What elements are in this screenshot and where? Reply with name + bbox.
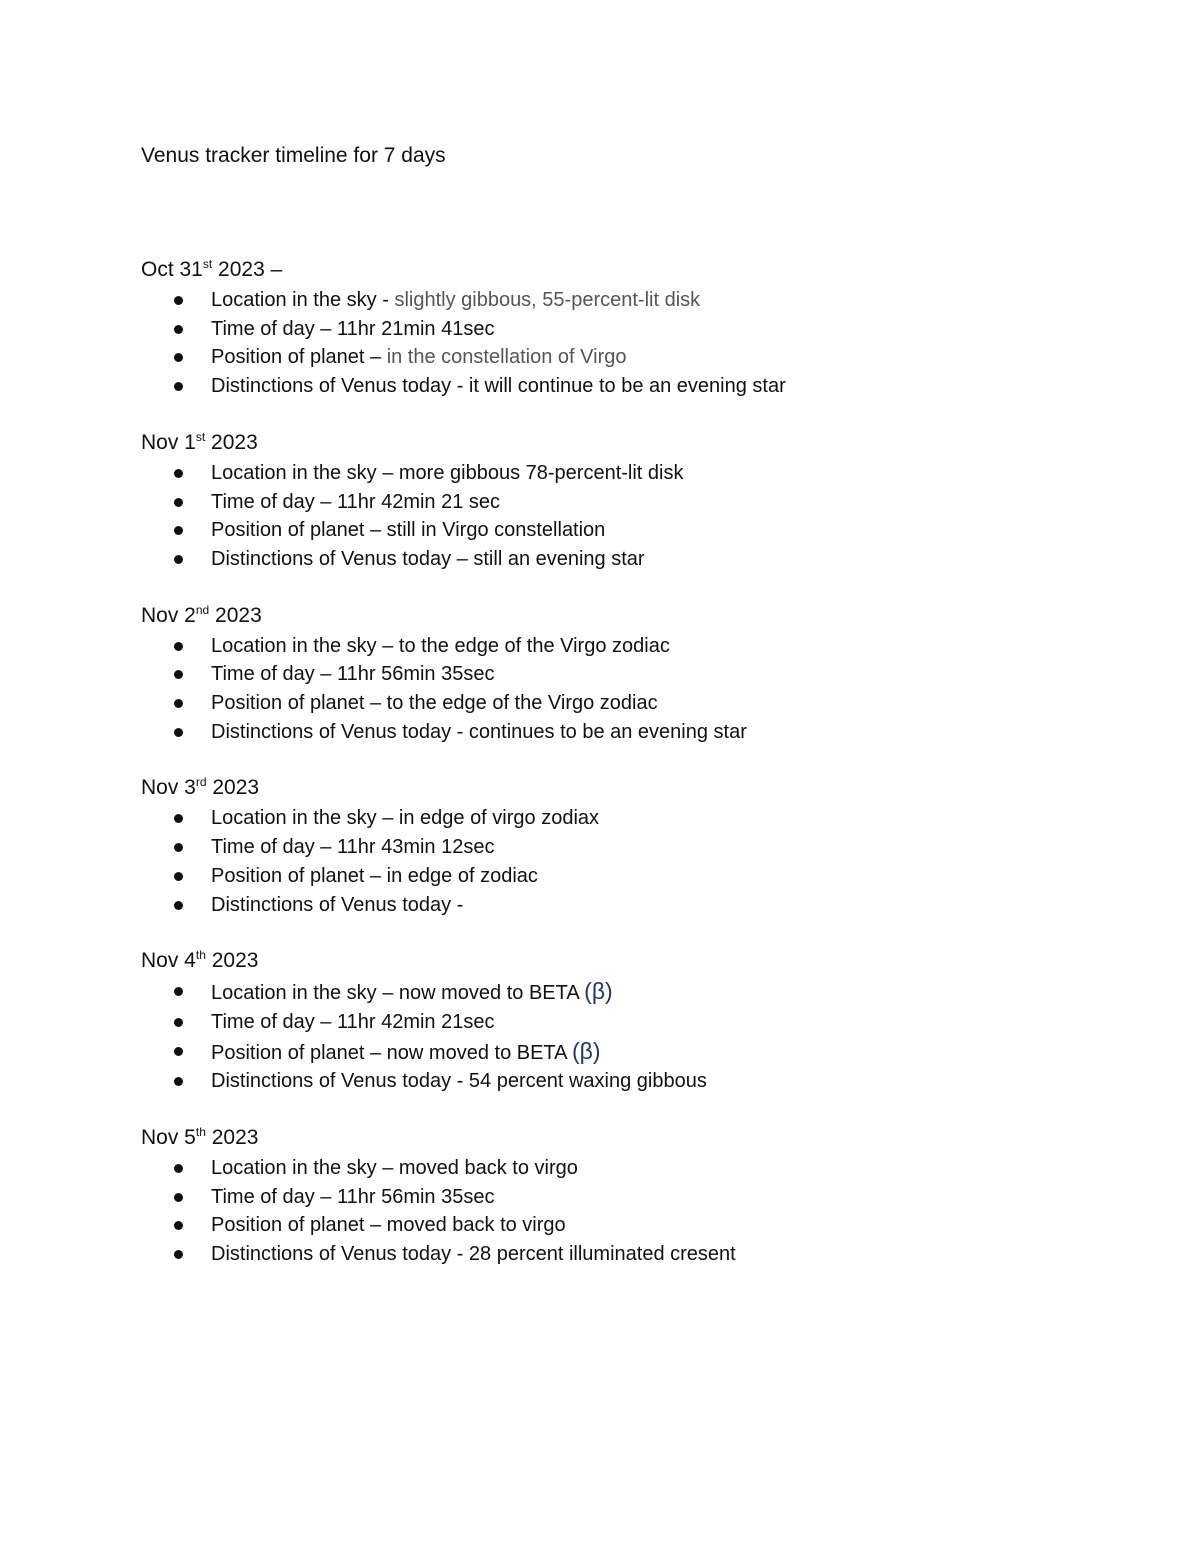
list-item: Position of planet – still in Virgo constellation	[141, 516, 1141, 545]
bullet-icon	[174, 353, 183, 362]
list-item: Time of day – 11hr 56min 35sec	[141, 1183, 1141, 1212]
date-ordinal-suffix: th	[195, 948, 206, 963]
bullet-icon	[174, 1221, 183, 1230]
bullet-icon	[174, 1250, 183, 1259]
entry-list	[141, 1154, 1141, 1269]
document-title: Venus tracker timeline for 7 days	[141, 144, 446, 167]
date-ordinal-suffix: rd	[195, 775, 207, 790]
list-item: Location in the sky – in edge of virgo zodiax	[141, 804, 1141, 833]
bullet-icon	[174, 987, 183, 996]
list-item: Distinctions of Venus today - 54 percent waxing gibbous	[141, 1067, 1141, 1096]
bullet-icon	[174, 670, 183, 679]
bullet-icon	[174, 1193, 183, 1202]
list-item: Location in the sky – to the edge of the Virgo zodiac	[141, 632, 1141, 661]
timeline-entries	[141, 256, 1141, 1297]
entry-list	[141, 632, 1141, 747]
bullet-icon	[174, 498, 183, 507]
timeline-entry	[141, 947, 1141, 1096]
bullet-icon	[174, 699, 183, 708]
date-ordinal-suffix: st	[195, 429, 206, 444]
list-item: Time of day – 11hr 42min 21sec	[141, 1008, 1141, 1037]
beta-symbol: (β)	[571, 1037, 601, 1064]
list-item: Time of day – 11hr 56min 35sec	[141, 660, 1141, 689]
bullet-icon	[174, 1018, 183, 1027]
bullet-icon	[174, 901, 183, 910]
list-item: Position of planet – in edge of zodiac	[141, 862, 1141, 891]
date-ordinal-suffix: th	[195, 1125, 206, 1140]
entry-date: Nov 5th 2023	[141, 1125, 259, 1150]
list-item: Distinctions of Venus today - continues to be an evening star	[141, 718, 1141, 747]
bullet-icon	[174, 555, 183, 564]
timeline-entry	[141, 774, 1141, 919]
entry-date: Nov 4th 2023	[141, 948, 259, 973]
bullet-icon	[174, 1164, 183, 1173]
list-item: Location in the sky – moved back to virgo	[141, 1154, 1141, 1183]
timeline-entry	[141, 429, 1141, 574]
entry-date: Nov 2nd 2023	[141, 602, 262, 627]
entry-list	[141, 459, 1141, 574]
beta-symbol: (β)	[584, 978, 613, 1005]
list-item: Position of planet – in the constellation of Virgo	[141, 343, 1141, 372]
timeline-entry	[141, 1124, 1141, 1269]
entry-date: Oct 31st 2023 –	[141, 257, 283, 281]
bullet-icon	[174, 296, 183, 305]
list-item: Distinctions of Venus today - 28 percent illuminated cresent	[141, 1240, 1141, 1269]
list-item: Distinctions of Venus today -	[141, 891, 1141, 920]
bullet-icon	[174, 469, 183, 478]
bullet-icon	[174, 642, 183, 651]
list-item: Position of planet – to the edge of the Virgo zodiac	[141, 689, 1141, 718]
list-item: Location in the sky – more gibbous 78-percent-lit disk	[141, 459, 1141, 488]
bullet-icon	[174, 325, 183, 334]
entry-list	[141, 286, 1141, 401]
bullet-icon	[174, 843, 183, 852]
entry-date: Nov 1st 2023	[141, 429, 258, 454]
list-item: Time of day – 11hr 42min 21 sec	[141, 488, 1141, 517]
bullet-icon	[174, 382, 183, 391]
date-ordinal-suffix: st	[202, 257, 213, 271]
date-ordinal-suffix: nd	[195, 602, 210, 617]
list-item: Location in the sky – now moved to BETA (β)	[141, 977, 1141, 1008]
bullet-icon	[174, 1077, 183, 1086]
bullet-icon	[174, 814, 183, 823]
entry-date: Nov 3rd 2023	[141, 775, 260, 800]
timeline-entry	[141, 602, 1141, 747]
entry-list	[141, 804, 1141, 919]
list-item: Position of planet – now moved to BETA (β)	[141, 1037, 1141, 1068]
bullet-icon	[174, 1047, 183, 1056]
list-item: Distinctions of Venus today – still an evening star	[141, 545, 1141, 574]
list-item: Location in the sky - slightly gibbous, 55-percent-lit disk	[141, 286, 1141, 315]
list-item: Distinctions of Venus today - it will continue to be an evening star	[141, 372, 1141, 401]
bullet-icon	[174, 728, 183, 737]
bullet-icon	[174, 526, 183, 535]
list-item: Time of day – 11hr 21min 41sec	[141, 315, 1141, 344]
entry-list	[141, 977, 1141, 1096]
list-item: Time of day – 11hr 43min 12sec	[141, 833, 1141, 862]
timeline-entry	[141, 256, 1141, 401]
list-item: Position of planet – moved back to virgo	[141, 1211, 1141, 1240]
bullet-icon	[174, 872, 183, 881]
